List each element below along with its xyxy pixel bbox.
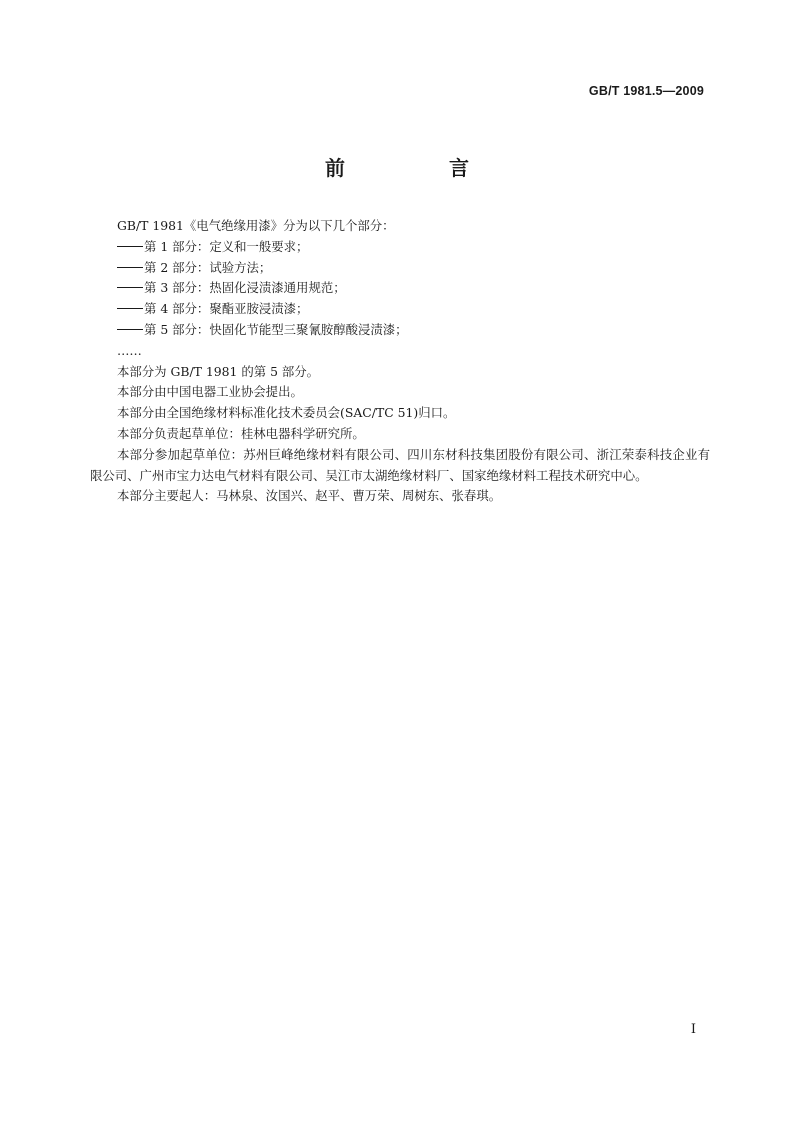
standard-code: GB/T 1981.5—2009 — [588, 84, 704, 98]
parts-list — [90, 237, 710, 341]
paragraph-lead-drafter: 本部分负责起草单位：桂林电器科学研究所。 — [117, 425, 365, 441]
list-item — [90, 237, 710, 258]
list-item — [90, 258, 710, 279]
paragraph-participants: 本部分参加起草单位：苏州巨峰绝缘材料有限公司、四川东材科技集团股份有限公司、浙江荣泰科技企业有限公司、广州市宝力达电气材料有限公司、吴江市太湖绝缘材料厂、国家绝缘材料工程技术研究中心。 — [90, 446, 710, 483]
list-item-text: 第 1 部分：定义和一般要求； — [144, 238, 309, 254]
intro-paragraph: GB/T 1981《电气绝缘用漆》分为以下几个部分： — [117, 218, 395, 233]
paragraph-proposer: 本部分由中国电器工业协会提出。 — [117, 384, 303, 400]
paragraph-committee: 本部分由全国绝缘材料标准化技术委员会(SAC/TC 51)归口。 — [117, 405, 456, 421]
paragraph-authors: 本部分主要起人：马林泉、汝国兴、赵平、曹万荣、周树东、张春琪。 — [117, 488, 502, 504]
dash-mark — [117, 246, 143, 247]
list-item-text: 第 3 部分：热固化浸渍漆通用规范； — [144, 280, 346, 296]
list-item — [90, 320, 710, 341]
dash-mark — [117, 308, 143, 309]
dash-mark — [117, 267, 143, 268]
list-item-text: 第 2 部分：试验方法； — [144, 259, 272, 275]
list-item — [90, 278, 710, 299]
ellipsis: …… — [117, 342, 142, 358]
list-item — [90, 299, 710, 320]
document-body — [90, 216, 710, 507]
dash-mark — [117, 329, 143, 330]
dash-mark — [117, 287, 143, 288]
list-item-text: 第 5 部分：快固化节能型三聚氰胺醇酸浸渍漆； — [144, 321, 408, 337]
page-number: I — [690, 1022, 696, 1037]
list-item-text: 第 4 部分：聚酯亚胺浸渍漆； — [144, 301, 309, 317]
page-title: 前 言 — [325, 156, 511, 180]
paragraph-part-number: 本部分为 GB/T 1981 的第 5 部分。 — [117, 363, 320, 379]
